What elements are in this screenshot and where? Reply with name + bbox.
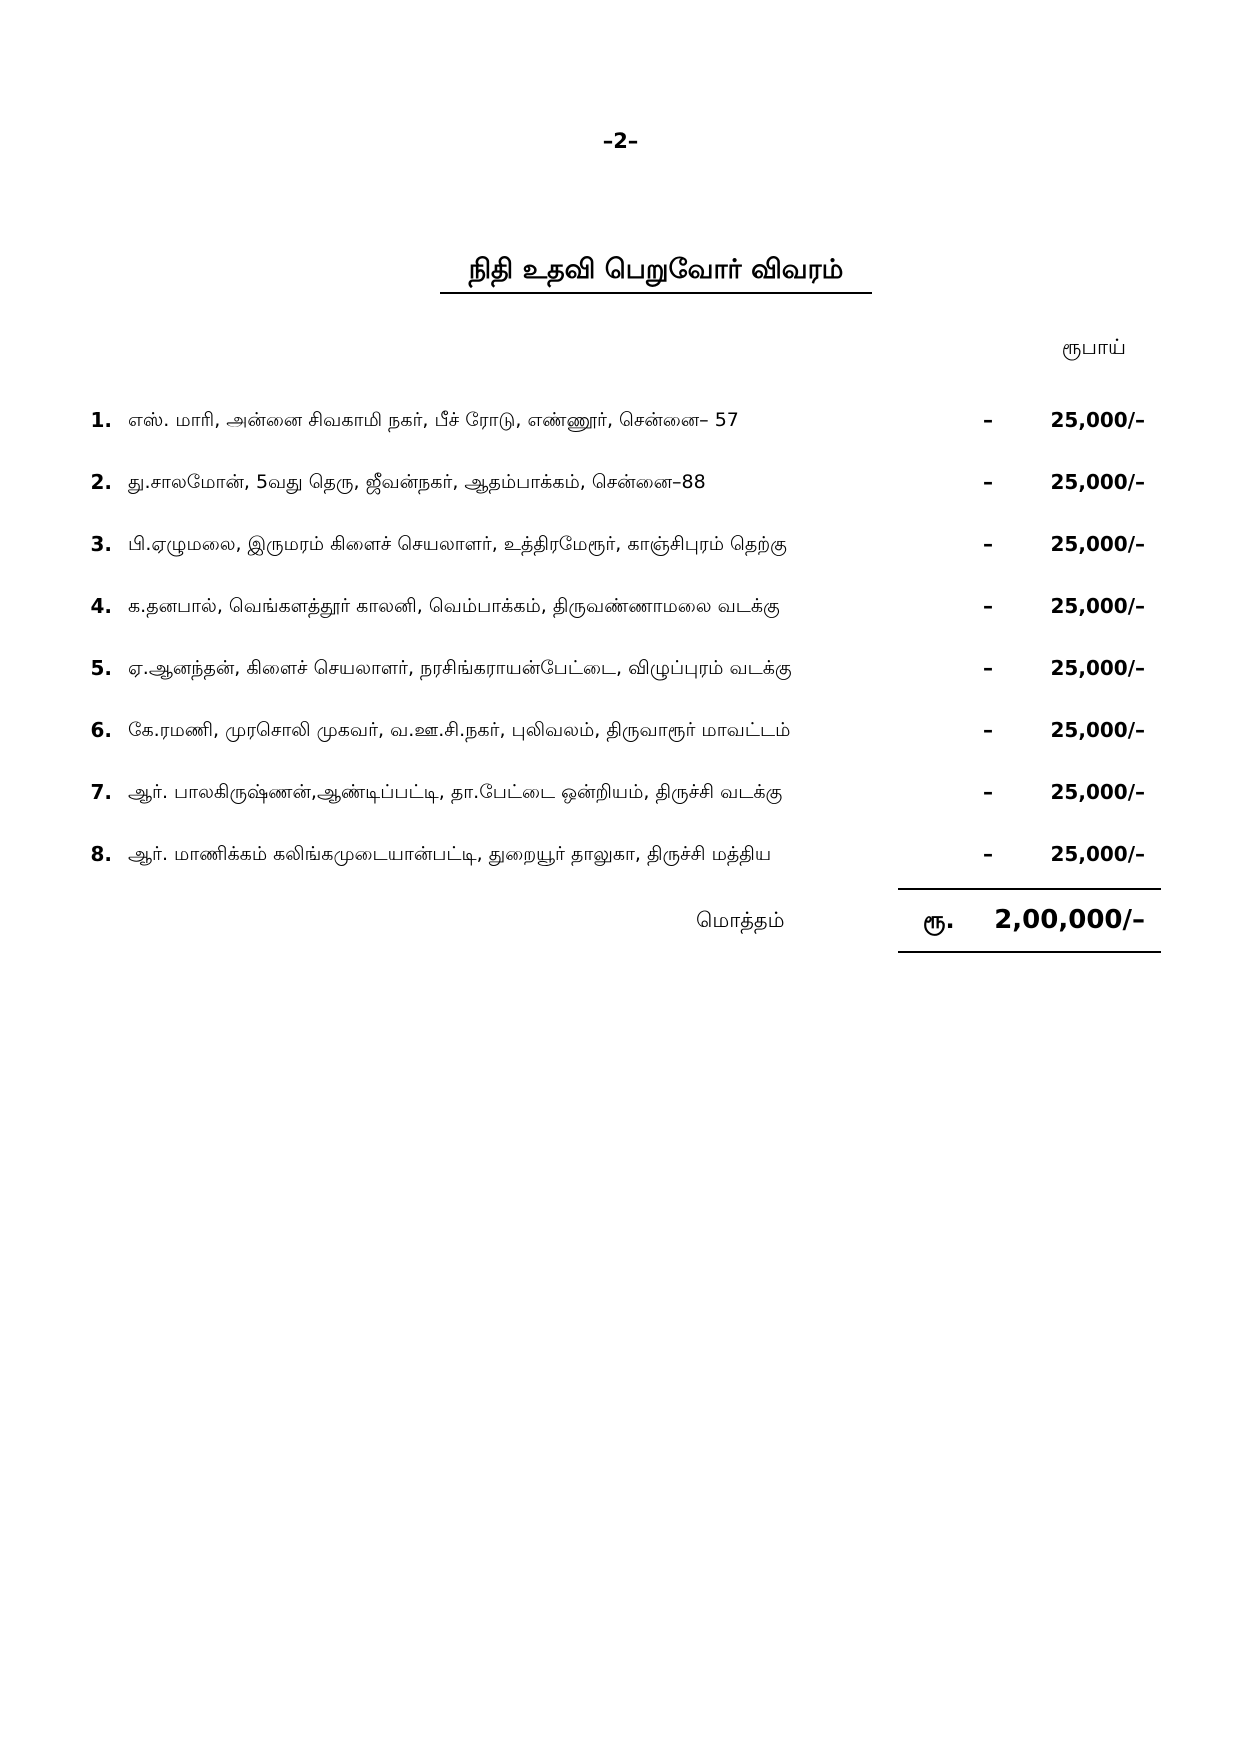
amount: 25,000/– <box>1050 532 1145 556</box>
amount: 25,000/– <box>1050 780 1145 804</box>
amount: 25,000/– <box>1050 594 1145 618</box>
total-label: மொத்தம் <box>696 908 785 932</box>
separator-dash: – <box>983 594 993 618</box>
list-item <box>0 400 1241 462</box>
item-number: 7. <box>90 780 112 804</box>
currency-column-header: ரூபாய் <box>1061 335 1126 359</box>
list-item <box>0 772 1241 834</box>
total-amount: 2,00,000/– <box>994 905 1145 935</box>
beneficiary-list <box>0 400 1241 896</box>
separator-dash: – <box>983 656 993 680</box>
separator-dash: – <box>983 718 993 742</box>
item-number: 4. <box>90 594 112 618</box>
list-item <box>0 710 1241 772</box>
list-item <box>0 524 1241 586</box>
separator-dash: – <box>983 532 993 556</box>
list-item <box>0 834 1241 896</box>
list-item <box>0 462 1241 524</box>
total-top-rule <box>898 888 1161 890</box>
item-number: 3. <box>90 532 112 556</box>
beneficiary-details: கே.ரமணி, முரசொலி முகவர், வ.ஊ.சி.நகர், புலிவலம், திருவாரூர் மாவட்டம் <box>128 719 791 741</box>
separator-dash: – <box>983 408 993 432</box>
page-title: நிதி உதவி பெறுவோர் விவரம் <box>440 250 872 294</box>
separator-dash: – <box>983 780 993 804</box>
item-number: 2. <box>90 470 112 494</box>
beneficiary-details: து.சாலமோன், 5வது தெரு, ஜீவன்நகர், ஆதம்பாக்கம், சென்னை–88 <box>128 471 706 493</box>
beneficiary-details: ஆர். பாலகிருஷ்ணன்,ஆண்டிப்பட்டி, தா.பேட்டை ஒன்றியம், திருச்சி வடக்கு <box>128 781 783 803</box>
beneficiary-details: க.தனபால், வெங்களத்தூர் காலனி, வெம்பாக்கம், திருவண்ணாமலை வடக்கு <box>128 595 780 617</box>
total-currency: ரூ. <box>923 906 955 934</box>
beneficiary-details: எஸ். மாரி, அன்னை சிவகாமி நகர், பீச் ரோடு, எண்ணூர், சென்னை– 57 <box>128 409 739 431</box>
amount: 25,000/– <box>1050 656 1145 680</box>
total-bottom-rule <box>898 951 1161 953</box>
separator-dash: – <box>983 470 993 494</box>
item-number: 5. <box>90 656 112 680</box>
separator-dash: – <box>983 842 993 866</box>
item-number: 8. <box>90 842 112 866</box>
beneficiary-details: ஆர். மாணிக்கம் கலிங்கமுடையான்பட்டி, துறையூர் தாலுகா, திருச்சி மத்திய <box>128 843 772 865</box>
list-item <box>0 586 1241 648</box>
amount: 25,000/– <box>1050 408 1145 432</box>
amount: 25,000/– <box>1050 470 1145 494</box>
list-item <box>0 648 1241 710</box>
page-number: –2– <box>602 129 639 153</box>
item-number: 1. <box>90 408 112 432</box>
beneficiary-details: ஏ.ஆனந்தன், கிளைச் செயலாளர், நரசிங்கராயன்பேட்டை, விழுப்புரம் வடக்கு <box>128 657 792 679</box>
item-number: 6. <box>90 718 112 742</box>
beneficiary-details: பி.ஏழுமலை, இருமரம் கிளைச் செயலாளர், உத்திரமேரூர், காஞ்சிபுரம் தெற்கு <box>128 533 787 555</box>
amount: 25,000/– <box>1050 718 1145 742</box>
amount: 25,000/– <box>1050 842 1145 866</box>
